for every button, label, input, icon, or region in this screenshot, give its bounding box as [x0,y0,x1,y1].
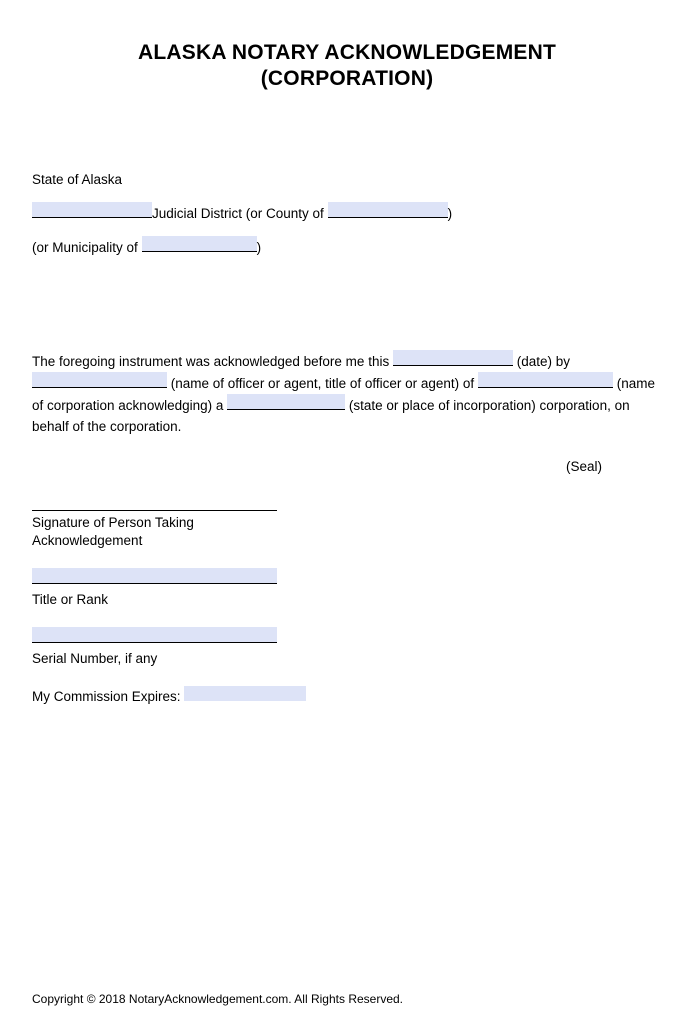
ack-corp-label: (name of corporation acknowledging) a [32,376,655,413]
commission-expires-row [32,686,662,704]
title-or-rank-caption: Title or Rank [32,592,109,607]
municipality-label: (or Municipality of [32,240,138,255]
commission-expires-input[interactable] [184,686,306,701]
serial-number-input[interactable] [32,627,277,643]
seal-label: (Seal) [565,459,602,474]
officer-name-input[interactable] [32,372,167,388]
state-line: State of Alaska [32,172,123,187]
municipality-input[interactable] [142,236,257,252]
signature-caption-line1: Signature of Person Taking [32,515,194,530]
title-or-rank-row [32,568,662,589]
footer-copyright: Copyright © 2018 NotaryAcknowledgement.com. All Rights Reserved. [32,992,404,1006]
judicial-district-label: Judicial District (or County of [152,206,324,221]
signature-rule [32,510,277,511]
ack-state-label: (state or place of incorporation) [348,398,536,413]
signature-caption [32,514,662,550]
date-input[interactable] [393,350,513,366]
judicial-district-input[interactable] [32,202,152,218]
acknowledgement-paragraph [32,350,662,437]
page-title-line1: ALASKA NOTARY ACKNOWLEDGEMENT [137,41,556,64]
ack-closing: corporation, on behalf of the corporation. [32,398,630,434]
judicial-district-row [32,202,662,223]
commission-expires-label: My Commission Expires: [32,689,181,704]
corporation-name-input[interactable] [478,372,613,388]
serial-number-row [32,627,662,648]
page-title [32,0,662,92]
title-or-rank-input[interactable] [32,568,277,584]
judicial-district-close-paren: ) [447,206,453,221]
municipality-row [32,236,662,257]
incorporation-state-input[interactable] [227,394,345,410]
ack-officer-label: (name of officer or agent, title of officer or agent) of [170,376,475,391]
ack-part1: The foregoing instrument was acknowledged before me this [32,354,390,369]
serial-number-caption: Serial Number, if any [32,651,158,666]
ack-date-label: (date) by [516,354,571,369]
county-input[interactable] [328,202,448,218]
signature-caption-line2: Acknowledgement [32,533,143,548]
page-title-line2: (CORPORATION) [260,67,434,90]
municipality-close-paren: ) [256,240,262,255]
